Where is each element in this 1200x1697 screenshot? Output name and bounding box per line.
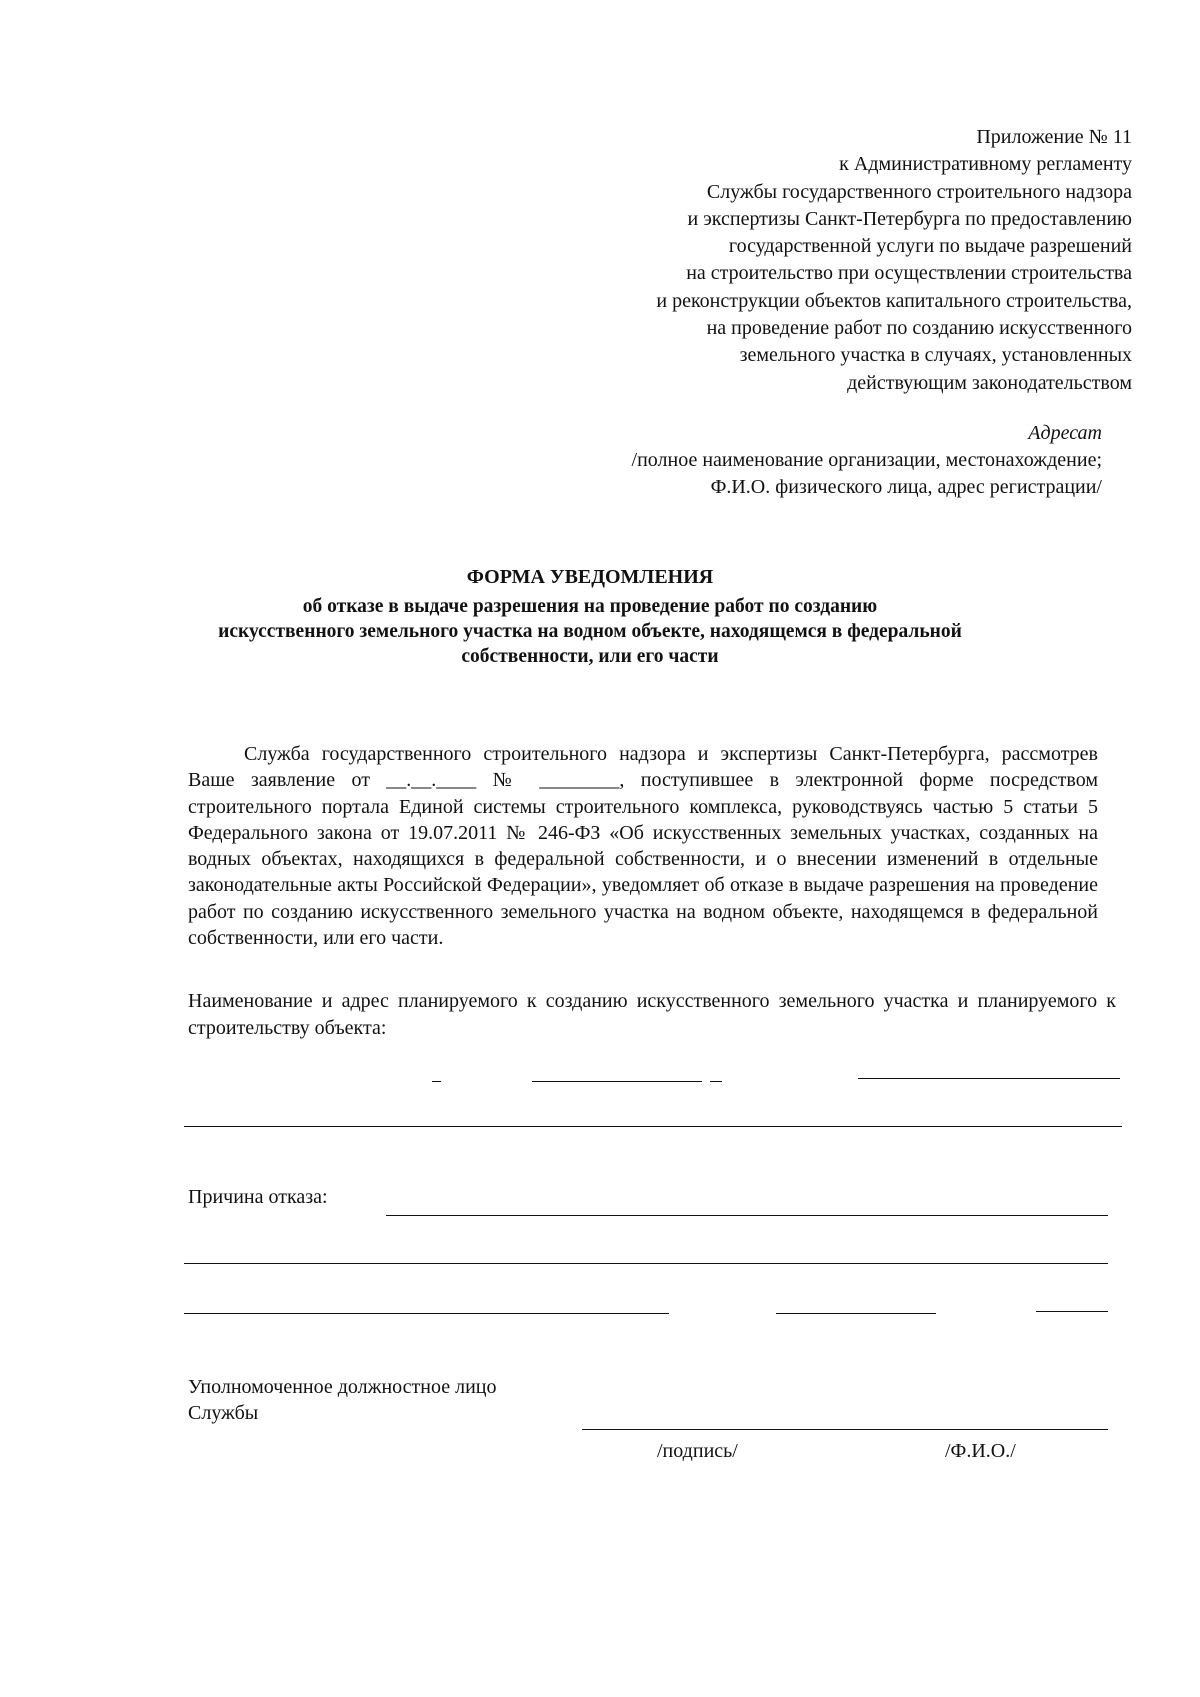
fill-line-fragment bbox=[432, 1081, 441, 1082]
form-title bbox=[160, 565, 1020, 669]
appendix-line: земельного участка в случаях, установленных bbox=[739, 344, 1132, 367]
object-name-address-label: Наименование и адрес планируемого к созданию искусственного земельного участка и планируемого к строительству объекта: bbox=[188, 990, 1116, 1039]
signature-caption: /подпись/ bbox=[657, 1440, 738, 1462]
fill-line-fragment bbox=[532, 1081, 702, 1082]
signature-fill-line bbox=[582, 1429, 1108, 1430]
appendix-line: действующим законодательством bbox=[847, 371, 1132, 394]
notice-body-paragraph: Служба государственного строительного надзора и экспертизы Санкт-Петербурга, рассмотрев Ваше заявление от __.__.____ № ________, поступившее в электронной форме посредством строительного портала Единой системы строительного комплекса, руководствуясь частью 5 статьи 5 Федерального закона от 19.07.2011 № 246-ФЗ «Об искусственных земельных участках, созданных на водных объектах, находящихся в федеральной собственности, и о внесении изменений в отдельные законодательные акты Российской Федерации», уведомляет об отказе в выдаче разрешения на проведение работ по созданию искусственного земельного участка на водном объекте, находящемся в федеральной собственности, или его части. bbox=[188, 743, 1098, 950]
refusal-reason-fill-line bbox=[386, 1215, 1108, 1216]
authorized-official bbox=[188, 1374, 497, 1426]
appendix-line: Службы государственного строительного надзора bbox=[706, 180, 1132, 203]
refusal-reason-fill-line bbox=[1036, 1311, 1108, 1312]
object-address-fill-line bbox=[184, 1126, 1122, 1127]
refusal-reason-fill-line bbox=[184, 1263, 1108, 1264]
addressee-block bbox=[482, 420, 1102, 501]
refusal-reason-fill-line bbox=[776, 1313, 936, 1314]
appendix-line: Приложение № 11 bbox=[976, 126, 1132, 148]
refusal-reason-fill-line bbox=[184, 1313, 669, 1314]
appendix-header bbox=[512, 124, 1132, 397]
official-title-line: Уполномоченное должностное лицо bbox=[188, 1376, 497, 1398]
object-address-fill-line bbox=[858, 1078, 1120, 1079]
appendix-line: на проведение работ по созданию искусственного bbox=[706, 317, 1132, 340]
form-title-line: об отказе в выдаче разрешения на проведение работ по созданию bbox=[302, 596, 878, 617]
fill-line-fragment bbox=[710, 1081, 722, 1082]
official-title-line: Службы bbox=[188, 1402, 259, 1424]
addressee-label: Адресат bbox=[1028, 422, 1102, 444]
form-title-main: ФОРМА УВЕДОМЛЕНИЯ bbox=[466, 566, 714, 588]
appendix-line: к Административному регламенту bbox=[839, 153, 1132, 176]
form-title-line: собственности, или его части bbox=[461, 646, 719, 667]
appendix-line: и реконструкции объектов капитального строительства, bbox=[656, 289, 1132, 312]
addressee-line: Ф.И.О. физического лица, адрес регистрации/ bbox=[710, 476, 1102, 498]
form-title-line: искусственного земельного участка на водном объекте, находящемся в федеральной bbox=[218, 621, 962, 642]
appendix-line: и экспертизы Санкт-Петербурга по предоставлению bbox=[687, 207, 1132, 230]
appendix-line: на строительство при осуществлении строительства bbox=[686, 262, 1132, 285]
appendix-line: государственной услуги по выдаче разрешений bbox=[728, 235, 1132, 258]
refusal-reason-label: Причина отказа: bbox=[188, 1186, 328, 1208]
full-name-caption: /Ф.И.О./ bbox=[945, 1440, 1016, 1462]
addressee-line: /полное наименование организации, местонахождение; bbox=[631, 449, 1102, 471]
